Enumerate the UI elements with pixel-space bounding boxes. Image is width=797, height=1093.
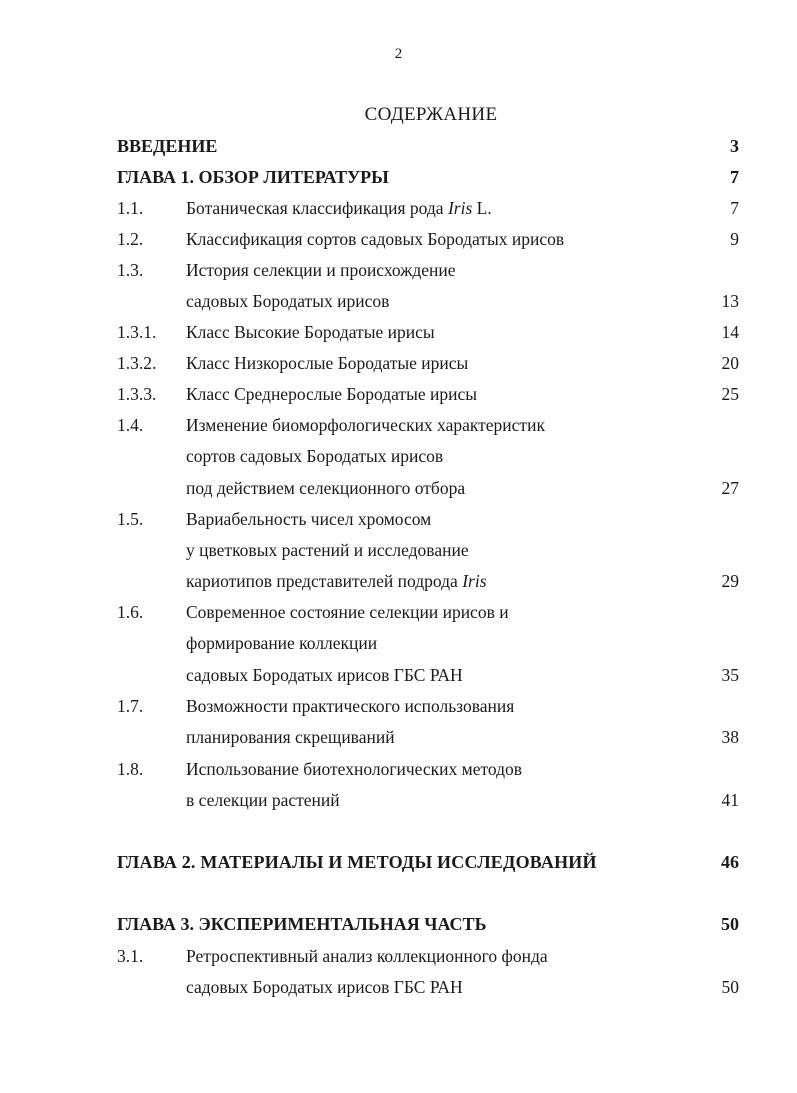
toc-entry-1-4 <box>0 413 797 437</box>
toc-entry-1-5 <box>0 507 797 531</box>
toc-entry-number: 1.6. <box>117 602 144 622</box>
toc-entry-page: 38 <box>721 727 739 747</box>
toc-entry-text: ВВЕДЕНИЕ <box>117 136 218 156</box>
toc-entry-text: в селекции растений <box>186 790 340 810</box>
toc-entry-1-3-cont <box>0 289 797 313</box>
toc-entry-text: садовых Бородатых ирисов ГБС РАН <box>186 977 463 997</box>
toc-entry-page: 14 <box>721 322 739 342</box>
toc-entry-number: 1.3.2. <box>117 353 157 373</box>
toc-entry-page: 29 <box>721 571 739 591</box>
toc-entry-text: ГЛАВА 3. ЭКСПЕРИМЕНТАЛЬНАЯ ЧАСТЬ <box>117 914 487 934</box>
toc-entry-text: Класс Низкорослые Бородатые ирисы <box>186 353 469 373</box>
toc-entry-page: 20 <box>721 353 739 373</box>
toc-entry-1-8-cont <box>0 788 797 812</box>
toc-entry-page: 46 <box>721 852 739 872</box>
toc-entry-text <box>186 196 492 220</box>
toc-entry-page: 35 <box>721 665 739 685</box>
toc-entry-1-6-cont <box>0 663 797 687</box>
toc-entry-number: 1.1. <box>117 198 144 218</box>
toc-entry-text: формирование коллекции <box>186 633 378 653</box>
toc-entry-text: сортов садовых Бородатых ирисов <box>186 446 444 466</box>
toc-entry-1-3-1 <box>0 320 797 344</box>
toc-entry-text: под действием селекционного отбора <box>186 478 466 498</box>
toc-entry-text: у цветковых растений и исследование <box>186 540 469 560</box>
toc-entry-number: 1.3.1. <box>117 322 157 342</box>
toc-entry-text: Вариабельность чисел хромосом <box>186 509 432 529</box>
toc-entry-page: 41 <box>721 790 739 810</box>
toc-entry-1-5-cont <box>0 569 797 593</box>
toc-entry-text: Использование биотехнологических методов <box>186 759 523 779</box>
toc-entry-1-7-cont <box>0 725 797 749</box>
toc-entry-page: 27 <box>721 478 739 498</box>
toc-entry-chapter-1 <box>0 165 797 189</box>
toc-entry-1-3-2 <box>0 351 797 375</box>
toc-entry-text: История селекции и происхождение <box>186 260 456 280</box>
toc-entry-text: планирования скрещиваний <box>186 727 395 747</box>
toc-entry-number: 1.3. <box>117 260 144 280</box>
toc-text-italic: Iris <box>462 571 487 591</box>
toc-entry-number: 3.1. <box>117 946 144 966</box>
toc-entry-1-3-3 <box>0 382 797 406</box>
toc-entry-1-1 <box>0 196 797 220</box>
toc-entry-number: 1.4. <box>117 415 144 435</box>
toc-entry-number: 1.2. <box>117 229 144 249</box>
toc-entry-1-8 <box>0 757 797 781</box>
toc-entry-number: 1.3.3. <box>117 384 157 404</box>
toc-entry-text: Современное состояние селекции ирисов и <box>186 602 509 622</box>
toc-entry-text: садовых Бородатых ирисов <box>186 291 390 311</box>
toc-entry-page: 7 <box>730 167 739 187</box>
toc-entry-page: 13 <box>721 291 739 311</box>
toc-entry-page: 50 <box>721 914 739 934</box>
toc-entry-number: 1.8. <box>117 759 144 779</box>
toc-entry-1-5-cont <box>0 538 797 562</box>
toc-entry-1-7 <box>0 694 797 718</box>
toc-entry-1-4-cont <box>0 476 797 500</box>
page-title: СОДЕРЖАНИЕ <box>364 104 498 125</box>
toc-entry-page: 9 <box>730 229 739 249</box>
toc-entry-text: Изменение биоморфологических характеристик <box>186 415 545 435</box>
toc-text-part: кариотипов представителей подрода <box>186 571 463 591</box>
toc-entry-3-1 <box>0 944 797 968</box>
toc-text-part: Ботаническая классификация рода <box>186 198 448 218</box>
toc-entry-page: 3 <box>730 136 739 156</box>
toc-entry-text: садовых Бородатых ирисов ГБС РАН <box>186 665 463 685</box>
toc-entry-number: 1.7. <box>117 696 144 716</box>
toc-entry-number: 1.5. <box>117 509 144 529</box>
toc-entry-chapter-2 <box>0 850 797 874</box>
toc-entry-page: 50 <box>721 977 739 997</box>
toc-entry-1-2 <box>0 227 797 251</box>
toc-text-part: L. <box>472 198 492 218</box>
toc-entry-text <box>186 569 487 593</box>
toc-entry-text: Классификация сортов садовых Бородатых ирисов <box>186 229 565 249</box>
toc-entry-intro <box>0 134 797 158</box>
toc-entry-chapter-3 <box>0 912 797 936</box>
toc-entry-1-3 <box>0 258 797 282</box>
toc-entry-3-1-cont <box>0 975 797 999</box>
page-number: 2 <box>394 46 403 62</box>
toc-entry-text: ГЛАВА 1. ОБЗОР ЛИТЕРАТУРЫ <box>117 167 389 187</box>
toc-entry-text: Класс Высокие Бородатые ирисы <box>186 322 435 342</box>
toc-entry-text: Ретроспективный анализ коллекционного фонда <box>186 946 548 966</box>
toc-text-italic: Iris <box>447 198 473 218</box>
toc-entry-text: Класс Среднерослые Бородатые ирисы <box>186 384 477 404</box>
toc-entry-page: 25 <box>721 384 739 404</box>
toc-entry-text: ГЛАВА 2. МАТЕРИАЛЫ И МЕТОДЫ ИССЛЕДОВАНИЙ <box>117 852 597 872</box>
toc-entry-1-6-cont <box>0 631 797 655</box>
toc-entry-page: 7 <box>730 198 739 218</box>
toc-entry-text: Возможности практического использования <box>186 696 515 716</box>
toc-entry-1-4-cont <box>0 444 797 468</box>
toc-entry-1-6 <box>0 600 797 624</box>
